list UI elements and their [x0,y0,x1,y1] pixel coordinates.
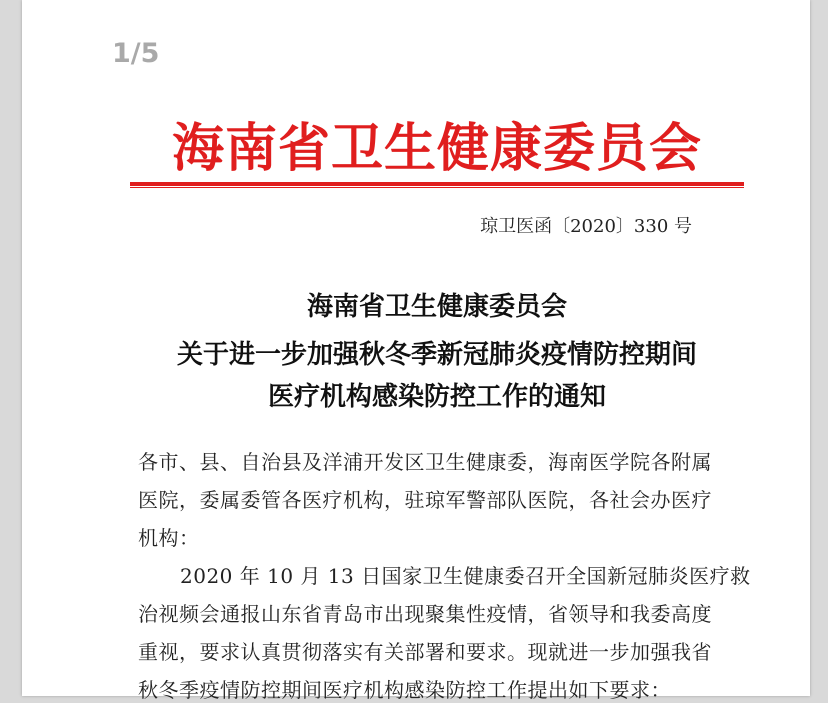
document-number: 琼卫医函〔2020〕330 号 [480,216,692,237]
body-text-line: 机构： [138,526,200,550]
letterhead-title: 海南省卫生健康委员会 [171,118,702,179]
document-title-line: 关于进一步加强秋冬季新冠肺炎疫情防控期间 [176,340,697,370]
divider-thick-line [130,182,744,186]
document-title-line: 海南省卫生健康委员会 [306,292,567,322]
body-text-line: 重视，要求认真贯彻落实有关部署和要求。现就进一步加强我省 [138,640,712,664]
body-text-line: 各市、县、自治县及洋浦开发区卫生健康委，海南医学院各附属 [138,450,712,474]
body-text-line: 治视频会通报山东省青岛市出现聚集性疫情，省领导和我委高度 [138,602,712,626]
letterhead-divider [130,182,744,189]
divider-thin-line [130,187,744,188]
body-text-line: 秋冬季疫情防控期间医疗机构感染防控工作提出如下要求： [138,678,671,702]
body-text-line: 2020 年 10 月 13 日国家卫生健康委召开全国新冠肺炎医疗救 [180,564,751,588]
document-title-line: 医疗机构感染防控工作的通知 [267,382,606,412]
body-text-line: 医院，委属委管各医疗机构，驻琼军警部队医院，各社会办医疗 [138,488,712,512]
page-counter: 1/5 [112,38,160,69]
document-page [22,0,810,702]
